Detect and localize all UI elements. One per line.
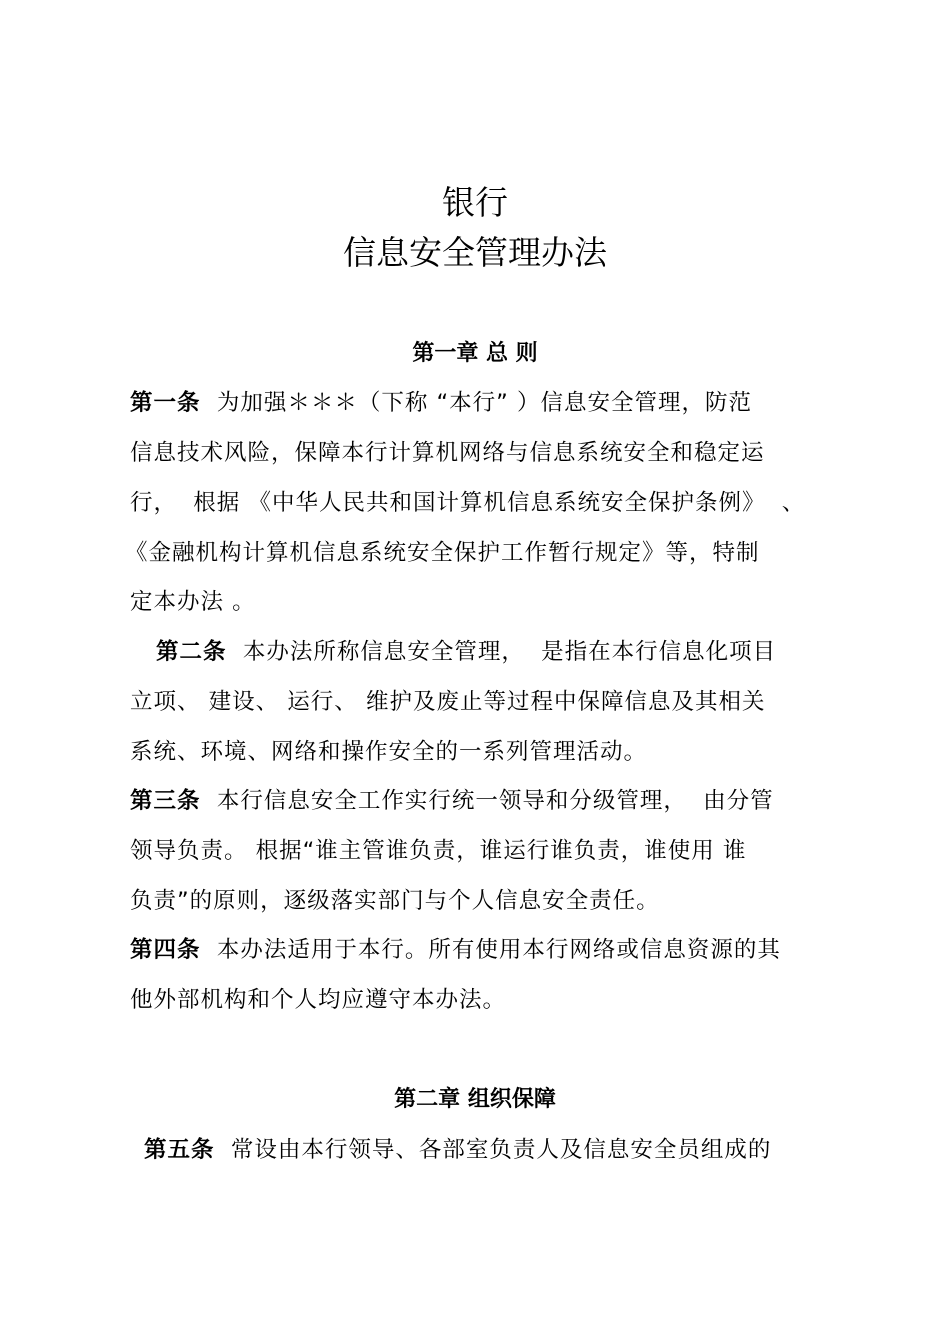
article-text: 《金融机构计算机信息系统安全保护工作暂行规定》等，特制: [125, 540, 760, 566]
document-title-line1: 银行: [442, 183, 508, 222]
article-label: 第五条: [144, 1137, 215, 1163]
article-line: [130, 786, 774, 816]
article-text: 定本办法 。: [130, 589, 256, 615]
article-line: [130, 886, 660, 916]
article-line: [130, 488, 805, 518]
article-line: [130, 836, 746, 866]
article-text: 系统、环境、网络和操作安全的一系列管理活动。: [130, 739, 648, 765]
article-text: 行， 根据 《中华人民共和国计算机信息系统安全保护条例》 、: [130, 490, 806, 516]
article-text: 本办法所称信息安全管理， 是指在本行信息化项目: [226, 639, 777, 665]
article-text: 常设由本行领导、各部室负责人及信息安全员组成的: [214, 1137, 772, 1163]
article-line: [130, 438, 765, 468]
article-label: 第三条: [130, 788, 201, 814]
article-text: 信息技术风险，保障本行计算机网络与信息系统安全和稳定运: [130, 440, 765, 466]
article-line: [130, 687, 765, 717]
article-text: 为加强＊＊＊（下称 “本行” ）信息安全管理，防范: [200, 390, 752, 416]
article-line: [130, 935, 781, 965]
article-text: 他外部机构和个人均应遵守本办法。: [130, 987, 507, 1013]
article-text: 负责”的原则，逐级落实部门与个人信息安全责任。: [130, 888, 660, 914]
article-label: 第二条: [156, 639, 227, 665]
article-line: [130, 388, 752, 418]
article-text: 本办法适用于本行。所有使用本行网络或信息资源的其: [200, 937, 781, 963]
article-text: 立项、 建设、 运行、 维护及废止等过程中保障信息及其相关: [130, 689, 766, 715]
article-line: [125, 538, 760, 568]
article-line: [144, 1135, 771, 1165]
article-label: 第一条: [130, 390, 201, 416]
article-line: [130, 587, 256, 617]
article-line: [130, 985, 506, 1015]
article-text: 领导负责。 根据“谁主管谁负责，谁运行谁负责，谁使用 谁: [130, 838, 747, 864]
article-line: [156, 637, 776, 667]
article-label: 第四条: [130, 937, 201, 963]
chapter-heading: 第二章 组织保障: [394, 1087, 556, 1112]
chapter-heading: 第一章 总 则: [412, 341, 538, 366]
document-title-line2: 信息安全管理办法: [343, 233, 607, 272]
article-text: 本行信息安全工作实行统一领导和分级管理， 由分管: [200, 788, 774, 814]
article-line: [130, 737, 647, 767]
